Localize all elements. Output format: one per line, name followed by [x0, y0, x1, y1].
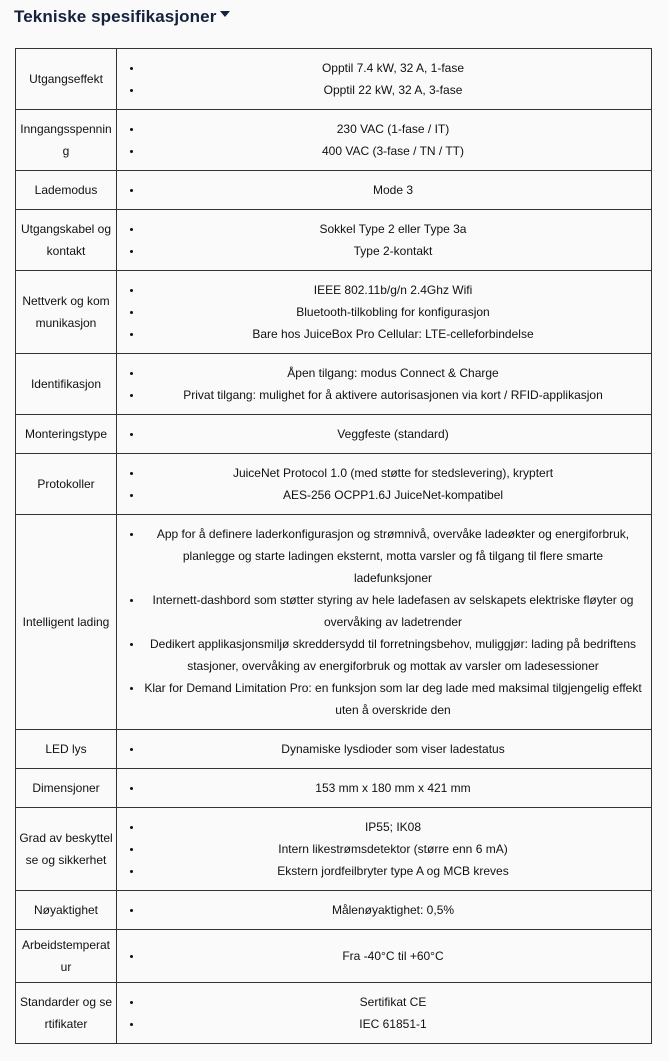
spec-label: Identifikasjon	[16, 354, 117, 415]
spec-value-list	[117, 462, 651, 506]
spec-value-item: • Klar for Demand Limitation Pro: en funksjon som lar deg lade med maksimal tilgjengelig effekt uten å overskride den	[143, 677, 643, 721]
spec-value-item: • IEC 61851-1	[143, 1013, 643, 1035]
spec-value-list	[117, 738, 651, 760]
spec-row	[16, 210, 652, 271]
spec-row	[16, 808, 652, 891]
spec-value-item: • IEEE 802.11b/g/n 2.4Ghz Wifi	[143, 279, 643, 301]
spec-row	[16, 930, 652, 983]
spec-value-item: • Internett-dashbord som støtter styring av hele ladefasen av selskapets elektriske fløyter og overvåking av ladetrender	[143, 589, 643, 633]
spec-row	[16, 110, 652, 171]
spec-value-item: • Sokkel Type 2 eller Type 3a	[143, 218, 643, 240]
spec-label: Intelligent lading	[16, 515, 117, 730]
spec-value-list	[117, 991, 651, 1035]
spec-value-item: • IP55; IK08	[143, 816, 643, 838]
spec-value-item: • Målenøyaktighet: 0,5%	[143, 899, 643, 921]
spec-value-list	[117, 57, 651, 101]
spec-value-item: • Opptil 22 kW, 32 A, 3-fase	[143, 79, 643, 101]
spec-value-list	[117, 279, 651, 345]
spec-value-list	[117, 777, 651, 799]
spec-value-item: • Veggfeste (standard)	[143, 423, 643, 445]
spec-values	[117, 515, 652, 730]
spec-values	[117, 769, 652, 808]
spec-value-item: • 230 VAC (1-fase / IT)	[143, 118, 643, 140]
spec-row	[16, 515, 652, 730]
spec-value-item: • Mode 3	[143, 179, 643, 201]
spec-value-item: • Fra -40°C til +60°C	[143, 945, 643, 967]
spec-value-list	[117, 179, 651, 201]
spec-row	[16, 171, 652, 210]
spec-value-item: • Ekstern jordfeilbryter type A og MCB kreves	[143, 860, 643, 882]
spec-values	[117, 110, 652, 171]
spec-value-item: • AES-256 OCPP1.6J JuiceNet-kompatibel	[143, 484, 643, 506]
spec-label: Arbeidstemperatur	[16, 930, 117, 983]
spec-row	[16, 49, 652, 110]
spec-label: Utgangskabel og kontakt	[16, 210, 117, 271]
spec-row	[16, 354, 652, 415]
spec-row	[16, 730, 652, 769]
spec-row	[16, 983, 652, 1044]
spec-label: Inngangsspenning	[16, 110, 117, 171]
spec-value-item: • Sertifikat CE	[143, 991, 643, 1013]
spec-label: Grad av beskyttelse og sikkerhet	[16, 808, 117, 891]
spec-value-list	[117, 945, 651, 967]
spec-label: Utgangseffekt	[16, 49, 117, 110]
spec-values	[117, 983, 652, 1044]
spec-value-list	[117, 218, 651, 262]
spec-value-list	[117, 899, 651, 921]
spec-values	[117, 171, 652, 210]
spec-label: Nøyaktighet	[16, 891, 117, 930]
spec-value-item: • App for å definere laderkonfigurasjon og strømnivå, overvåke ladeøkter og energiforbruk, planlegge og starte ladingen eksternt, motta varsler og få tilgang til flere smarte ladefunksjoner	[143, 523, 643, 589]
spec-label: Nettverk og kommunikasjon	[16, 271, 117, 354]
section-header[interactable]	[0, 0, 669, 34]
spec-label: Dimensjoner	[16, 769, 117, 808]
spec-row	[16, 271, 652, 354]
spec-value-item: • Intern likestrømsdetektor (større enn 6 mA)	[143, 838, 643, 860]
spec-values	[117, 271, 652, 354]
spec-values	[117, 891, 652, 930]
spec-values	[117, 354, 652, 415]
spec-value-item: • Privat tilgang: mulighet for å aktivere autorisasjonen via kort / RFID-applikasjon	[143, 384, 643, 406]
spec-label: Protokoller	[16, 454, 117, 515]
spec-row	[16, 415, 652, 454]
specifications-body	[16, 49, 652, 1044]
spec-label: Monteringstype	[16, 415, 117, 454]
spec-value-item: • JuiceNet Protocol 1.0 (med støtte for stedslevering), kryptert	[143, 462, 643, 484]
spec-values	[117, 808, 652, 891]
spec-values	[117, 930, 652, 983]
spec-value-item: • Bare hos JuiceBox Pro Cellular: LTE-celleforbindelse	[143, 323, 643, 345]
spec-value-item: • Type 2-kontakt	[143, 240, 643, 262]
spec-values	[117, 49, 652, 110]
spec-row	[16, 891, 652, 930]
specifications-table	[15, 48, 652, 1044]
spec-value-item: • Åpen tilgang: modus Connect & Charge	[143, 362, 643, 384]
spec-values	[117, 454, 652, 515]
spec-value-item: • 400 VAC (3-fase / TN / TT)	[143, 140, 643, 162]
spec-row	[16, 769, 652, 808]
spec-value-item: • Opptil 7.4 kW, 32 A, 1-fase	[143, 57, 643, 79]
caret-down-icon[interactable]	[220, 11, 230, 17]
spec-value-item: • Dynamiske lysdioder som viser ladestatus	[143, 738, 643, 760]
spec-value-list	[117, 423, 651, 445]
spec-row	[16, 454, 652, 515]
section-title: Tekniske spesifikasjoner	[14, 7, 217, 26]
spec-label: LED lys	[16, 730, 117, 769]
spec-label: Standarder og sertifikater	[16, 983, 117, 1044]
spec-value-list	[117, 523, 651, 721]
spec-values	[117, 415, 652, 454]
spec-label: Lademodus	[16, 171, 117, 210]
spec-value-list	[117, 118, 651, 162]
spec-value-list	[117, 362, 651, 406]
spec-value-list	[117, 816, 651, 882]
spec-value-item: • 153 mm x 180 mm x 421 mm	[143, 777, 643, 799]
spec-value-item: • Bluetooth-tilkobling for konfigurasjon	[143, 301, 643, 323]
spec-values	[117, 730, 652, 769]
spec-value-item: • Dedikert applikasjonsmiljø skreddersydd til forretningsbehov, muliggjør: lading på bedriftens stasjoner, overvåking av energiforbruk og mottak av varsler om ladesessioner	[143, 633, 643, 677]
spec-values	[117, 210, 652, 271]
